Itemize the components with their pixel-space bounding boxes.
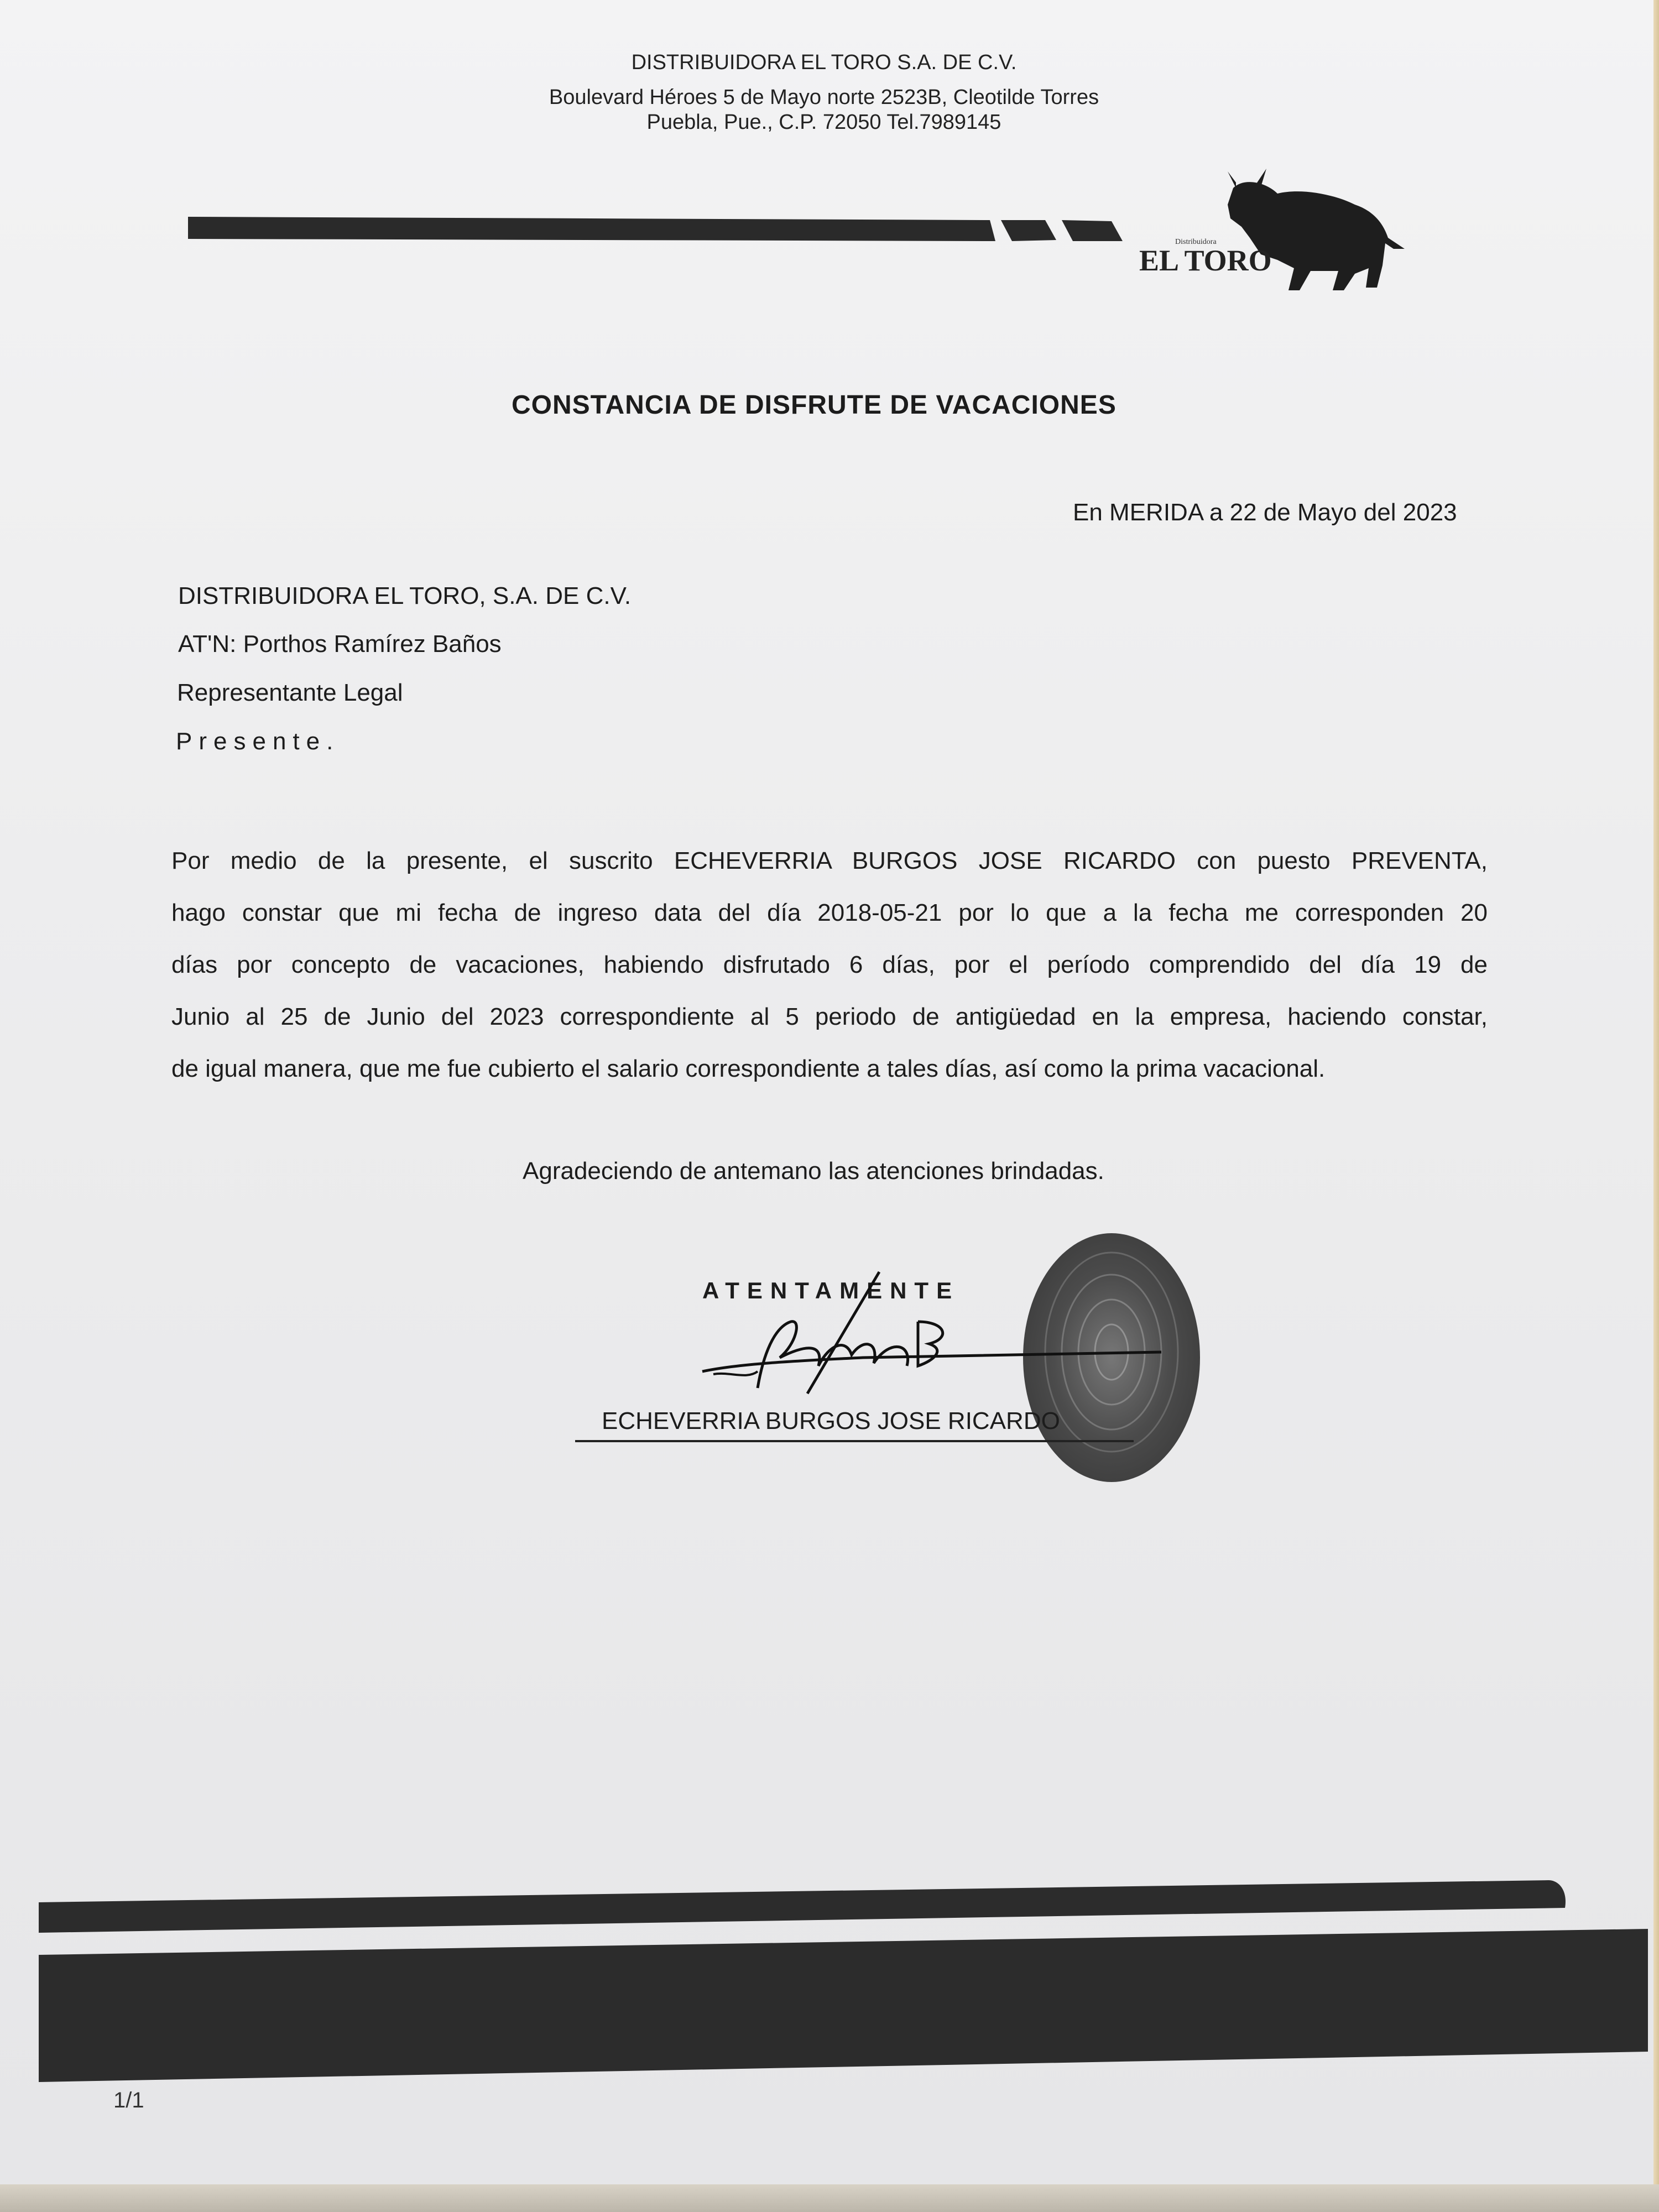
page-number: 1/1 — [113, 2088, 144, 2112]
atentamente-label: ATENTAMENTE — [702, 1277, 960, 1303]
header-rule — [182, 210, 1123, 254]
closing-line: Agradeciendo de antemano las atenciones brindadas. — [523, 1157, 1104, 1185]
date-line: En MERIDA a 22 de Mayo del 2023 — [1073, 499, 1457, 526]
logo-small-text: Distribuidora — [1175, 238, 1217, 246]
table-edge — [0, 2184, 1659, 2212]
body-line: días por concepto de vacaciones, habiendo disfrutado 6 días, por el período comprendido del día 19 de — [171, 951, 1488, 978]
recipient-role: Representante Legal — [177, 679, 403, 706]
body-line: Junio al 25 de Junio del 2023 correspondiente al 5 periodo de antigüedad en la empresa, haciendo constar, — [171, 1003, 1488, 1030]
body-line: Por medio de la presente, el suscrito ECHEVERRIA BURGOS JOSE RICARDO con puesto PREVENTA, — [171, 847, 1488, 874]
recipient-attn: AT'N: Porthos Ramírez Baños — [178, 630, 502, 658]
body-paragraph — [171, 835, 1488, 1095]
address-line-1: Boulevard Héroes 5 de Mayo norte 2523B, Cleotilde Torres — [549, 86, 1099, 109]
signature-mark — [697, 1261, 1172, 1405]
company-logo — [1134, 155, 1421, 304]
body-line: de igual manera, que me fue cubierto el salario correspondiente a tales días, así como la prima vacacional. — [171, 1055, 1326, 1082]
document-title: CONSTANCIA DE DISFRUTE DE VACACIONES — [512, 390, 1117, 420]
signature-line — [575, 1440, 1134, 1442]
company-name-header: DISTRIBUIDORA EL TORO S.A. DE C.V. — [631, 51, 1017, 74]
address-line-2: Puebla, Pue., C.P. 72050 Tel.7989145 — [646, 111, 1001, 134]
logo-text: EL TORO — [1139, 244, 1272, 277]
bull-logo-icon — [1134, 155, 1421, 304]
signer-name: ECHEVERRIA BURGOS JOSE RICARDO — [602, 1407, 1060, 1434]
presente-label: Presente. — [176, 728, 340, 755]
folder-edge — [1653, 0, 1659, 2212]
recipient-company: DISTRIBUIDORA EL TORO, S.A. DE C.V. — [178, 582, 632, 609]
body-line: hago constar que mi fecha de ingreso data del día 2018-05-21 por lo que a la fecha me corresponden 20 — [171, 899, 1488, 926]
footer-bars — [33, 1869, 1653, 2090]
